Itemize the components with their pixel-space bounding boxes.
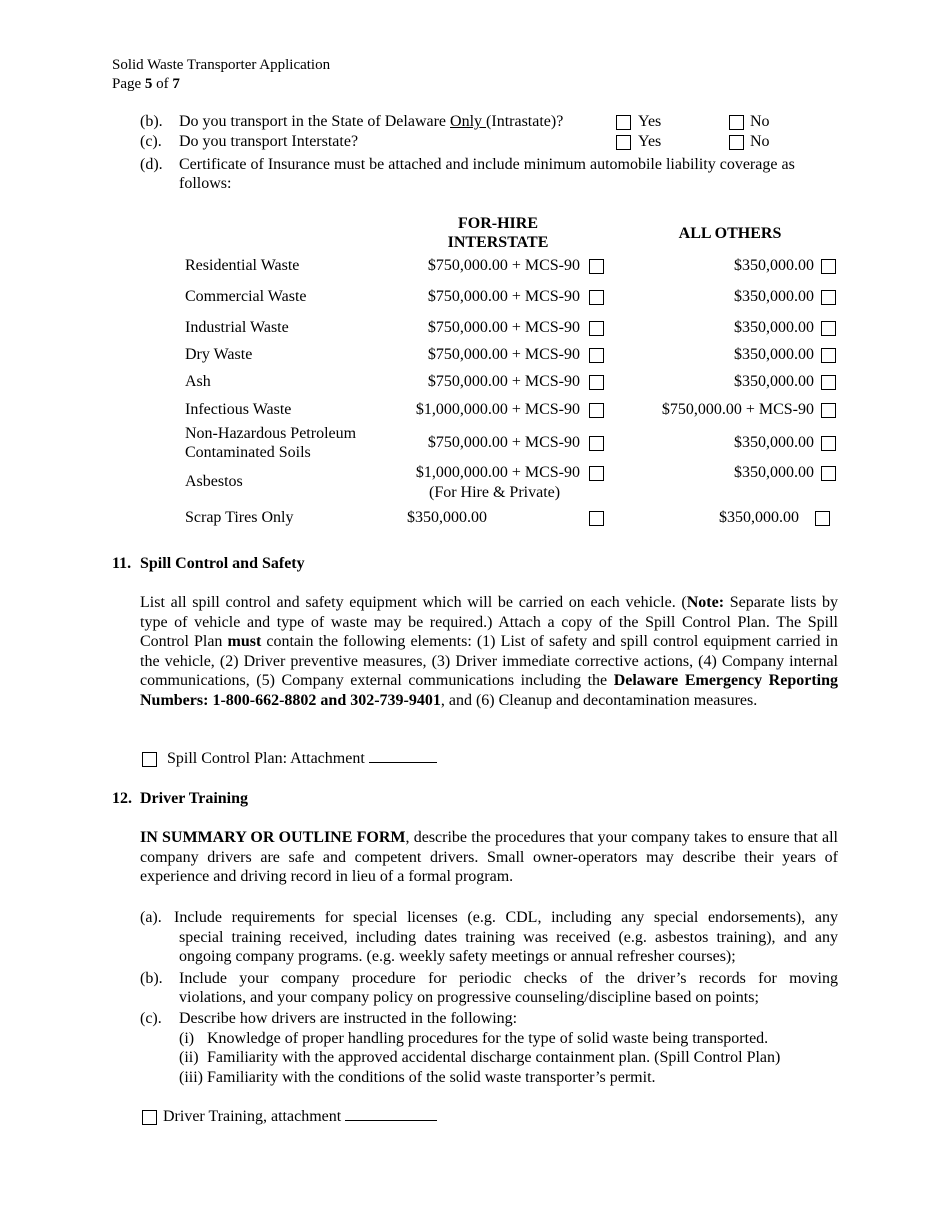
header-title: Solid Waste Transporter Application [112, 57, 331, 73]
row-label: Scrap Tires Only [185, 509, 294, 526]
item-a-line1: Include requirements for special licenses (e.g. CDL, including any special endorsements), any [174, 909, 838, 926]
row-others-checkbox[interactable] [821, 321, 836, 336]
row-forhire-checkbox[interactable] [589, 466, 604, 481]
question-b-text: Do you transport in the State of Delaware Only (Intrastate)? [179, 113, 564, 130]
row-forhire-checkbox[interactable] [589, 321, 604, 336]
spill-attachment-blank[interactable] [369, 749, 437, 763]
row-others-amount: $350,000.00 [734, 319, 814, 336]
row-others-amount: $350,000.00 [734, 373, 814, 390]
question-d-line2: follows: [179, 175, 232, 192]
question-d-line1: Certificate of Insurance must be attached and include minimum automobile liability coverage as [179, 156, 795, 173]
row-forhire-checkbox[interactable] [589, 436, 604, 451]
question-c-no-label: No [750, 133, 770, 150]
question-b-no-checkbox[interactable] [729, 115, 744, 130]
col-header-forhire-line1: FOR-HIRE [458, 215, 538, 232]
sub-item-text: Familiarity with the approved accidental discharge containment plan. (Spill Control Plan) [207, 1049, 781, 1066]
row-others-amount: $350,000.00 [734, 464, 814, 481]
section-11-title: Spill Control and Safety [140, 555, 305, 572]
row-forhire-amount: $750,000.00 + MCS-90 [427, 319, 580, 336]
col-header-all-others: ALL OTHERS [678, 225, 782, 242]
section-12-intro: IN SUMMARY OR OUTLINE FORM, describe the procedures that your company takes to ensure that all company drivers are safe and competent drivers. Small owner-operators may describe their years of experience and driving record in lieu of a formal program. [140, 829, 838, 885]
row-forhire-amount: $1,000,000.00 + MCS-90 [415, 464, 580, 481]
row-forhire-checkbox[interactable] [589, 259, 604, 274]
spill-control-plan-attachment: Spill Control Plan: Attachment [167, 749, 437, 769]
page-number: Page 5 of 7 [112, 76, 180, 92]
row-forhire-amount: $750,000.00 + MCS-90 [427, 434, 580, 451]
question-c-yes-checkbox[interactable] [616, 135, 631, 150]
row-others-checkbox[interactable] [821, 259, 836, 274]
row-others-amount: $350,000.00 [734, 346, 814, 363]
row-others-amount: $350,000.00 [734, 434, 814, 451]
item-a-label: (a). [140, 909, 162, 926]
row-label: Dry Waste [185, 346, 253, 363]
row-others-amount: $350,000.00 [734, 257, 814, 274]
row-forhire-amount: $1,000,000.00 + MCS-90 [415, 401, 580, 418]
spill-control-plan-checkbox[interactable] [142, 752, 157, 767]
item-c-text: Describe how drivers are instructed in the following: [179, 1010, 518, 1027]
row-forhire-note: (For Hire & Private) [429, 484, 561, 501]
row-label: Commercial Waste [185, 288, 307, 305]
item-a-line2: special training received, including dates training was received (e.g. asbestos training), and any [179, 929, 838, 946]
section-12-title: Driver Training [140, 790, 248, 807]
section-11-number: 11. [112, 555, 132, 572]
row-others-checkbox[interactable] [821, 403, 836, 418]
sub-item-num: (ii) [179, 1049, 199, 1066]
question-c-text: Do you transport Interstate? [179, 133, 359, 150]
question-b-no-label: No [750, 113, 770, 130]
question-b-label: (b). [140, 113, 163, 130]
sub-item-num: (iii) [179, 1069, 203, 1086]
row-others-checkbox[interactable] [821, 290, 836, 305]
row-forhire-checkbox[interactable] [589, 375, 604, 390]
row-forhire-checkbox[interactable] [589, 348, 604, 363]
item-b-line1: Include your company procedure for periodic checks of the driver’s records for moving [179, 970, 838, 987]
question-c-label: (c). [140, 133, 162, 150]
row-others-checkbox[interactable] [821, 348, 836, 363]
row-label: Infectious Waste [185, 401, 292, 418]
row-forhire-amount: $350,000.00 [407, 509, 487, 526]
driver-training-checkbox[interactable] [142, 1110, 157, 1125]
row-forhire-amount: $750,000.00 + MCS-90 [427, 373, 580, 390]
question-d-label: (d). [140, 156, 163, 173]
row-label: Asbestos [185, 473, 243, 490]
row-forhire-amount: $750,000.00 + MCS-90 [427, 346, 580, 363]
sub-item-text: Knowledge of proper handling procedures for the type of solid waste being transported. [207, 1030, 769, 1047]
row-forhire-amount: $750,000.00 + MCS-90 [427, 257, 580, 274]
question-b-yes-checkbox[interactable] [616, 115, 631, 130]
row-others-amount: $350,000.00 [719, 509, 799, 526]
row-label: Industrial Waste [185, 319, 289, 336]
item-c-label: (c). [140, 1010, 162, 1027]
row-forhire-checkbox[interactable] [589, 403, 604, 418]
sub-item-text: Familiarity with the conditions of the solid waste transporter’s permit. [207, 1069, 656, 1086]
section-11-paragraph: List all spill control and safety equipment which will be carried on each vehicle. (Note: Separate lists by type of vehicle and type of waste may be required.) Attach a copy of the Spill Control Plan. The Spill Control Plan must contain the following elements: (1) List of safety and spill control equipment carried in the vehicle, (2) Driver preventive measures, (3) Driver immediate corrective actions, (4) Company internal communications, (5) Company external communications including the Delaware Emergency Reporting Numbers: 1-800-662-8802 and 302-739-9401, and (6) Cleanup and decontamination measures. [140, 594, 838, 709]
row-label: Residential Waste [185, 257, 300, 274]
row-label-line2: Contaminated Soils [185, 444, 311, 461]
row-others-checkbox[interactable] [821, 436, 836, 451]
item-b-line2: violations, and your company policy on progressive counseling/discipline based on points; [179, 989, 759, 1006]
row-forhire-checkbox[interactable] [589, 290, 604, 305]
row-others-checkbox[interactable] [821, 375, 836, 390]
sub-item-num: (i) [179, 1030, 195, 1047]
driver-attachment-blank[interactable] [345, 1107, 437, 1121]
row-forhire-amount: $750,000.00 + MCS-90 [427, 288, 580, 305]
item-b-label: (b). [140, 970, 163, 987]
driver-training-attachment: Driver Training, attachment [163, 1107, 437, 1127]
question-b-yes-label: Yes [638, 113, 662, 130]
question-c-yes-label: Yes [638, 133, 662, 150]
row-forhire-checkbox[interactable] [589, 511, 604, 526]
row-others-amount: $750,000.00 + MCS-90 [661, 401, 814, 418]
row-others-checkbox[interactable] [815, 511, 830, 526]
row-label: Non-Hazardous Petroleum [185, 425, 357, 442]
row-others-checkbox[interactable] [821, 466, 836, 481]
item-a-line3: ongoing company programs. (e.g. weekly safety meetings or annual refresher courses); [179, 948, 736, 965]
question-c-no-checkbox[interactable] [729, 135, 744, 150]
section-12-number: 12. [112, 790, 132, 807]
col-header-forhire-line2: INTERSTATE [447, 234, 549, 251]
row-others-amount: $350,000.00 [734, 288, 814, 305]
row-label: Ash [185, 373, 211, 390]
